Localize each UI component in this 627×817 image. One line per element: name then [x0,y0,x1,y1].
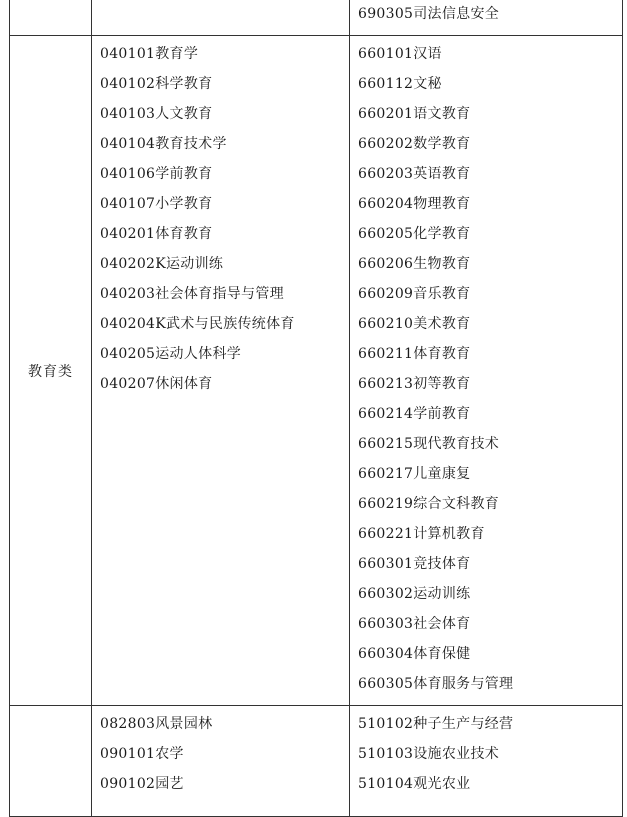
major-item: 660203英语教育 [358,166,471,182]
undergraduate-list [92,706,349,805]
major-item: 660202数学教育 [358,136,471,152]
major-item: 660214学前教育 [358,406,471,422]
major-item: 660101汉语 [358,46,442,62]
major-item: 660219综合文科教育 [358,496,500,512]
major-item: 660217儿童康复 [358,466,471,482]
vocational-cell [350,0,623,36]
major-item: 040101教育学 [100,46,199,62]
category-cell [10,0,92,36]
major-item: 660205化学教育 [358,226,471,242]
major-item: 660215现代教育技术 [358,436,500,452]
major-item: 090102园艺 [100,776,184,792]
undergraduate-list [92,0,349,5]
undergraduate-cell [92,36,350,706]
table-row-top [10,0,623,36]
table-row-education [10,36,623,706]
major-item: 040207休闲体育 [100,376,213,392]
undergraduate-cell [92,0,350,36]
undergraduate-cell [92,706,350,817]
major-item: 660304体育保健 [358,646,471,662]
major-item: 660301竞技体育 [358,556,471,572]
major-item: 660213初等教育 [358,376,471,392]
major-item: 660211体育教育 [358,346,471,362]
major-item: 082803风景园林 [100,716,213,732]
major-item: 660204物理教育 [358,196,471,212]
major-item: 660210美术教育 [358,316,471,332]
major-item: 510103设施农业技术 [358,746,500,762]
major-item: 510102种子生产与经营 [358,716,514,732]
vocational-list [350,706,622,805]
major-item: 040106学前教育 [100,166,213,182]
major-item: 660221计算机教育 [358,526,485,542]
category-cell [10,706,92,817]
major-item: 510104观光农业 [358,776,471,792]
major-item: 040205运动人体科学 [100,346,242,362]
major-item: 660206生物教育 [358,256,471,272]
major-item: 660302运动训练 [358,586,471,602]
major-item: 040103人文教育 [100,106,213,122]
vocational-list [350,36,622,705]
major-item: 040203社会体育指导与管理 [100,286,284,302]
major-item: 660201语文教育 [358,106,471,122]
undergraduate-list [92,36,349,405]
major-item: 040204K武术与民族传统体育 [100,316,295,332]
table-row-agriculture [10,706,623,817]
vocational-cell [350,706,623,817]
category-cell-education: 教育类 [10,36,92,706]
major-item: 660209音乐教育 [358,286,471,302]
major-item: 040104教育技术学 [100,136,227,152]
major-item: 090101农学 [100,746,184,762]
vocational-list [350,0,622,35]
major-item: 660305体育服务与管理 [358,676,514,692]
major-item: 660303社会体育 [358,616,471,632]
major-item: 040107小学教育 [100,196,213,212]
major-item: 660112文秘 [358,76,442,92]
major-item: 040102科学教育 [100,76,213,92]
major-item: 040201体育教育 [100,226,213,242]
major-item: 040202K运动训练 [100,256,224,272]
majors-table [9,0,623,817]
vocational-cell [350,36,623,706]
major-item: 690305司法信息安全 [358,6,500,22]
